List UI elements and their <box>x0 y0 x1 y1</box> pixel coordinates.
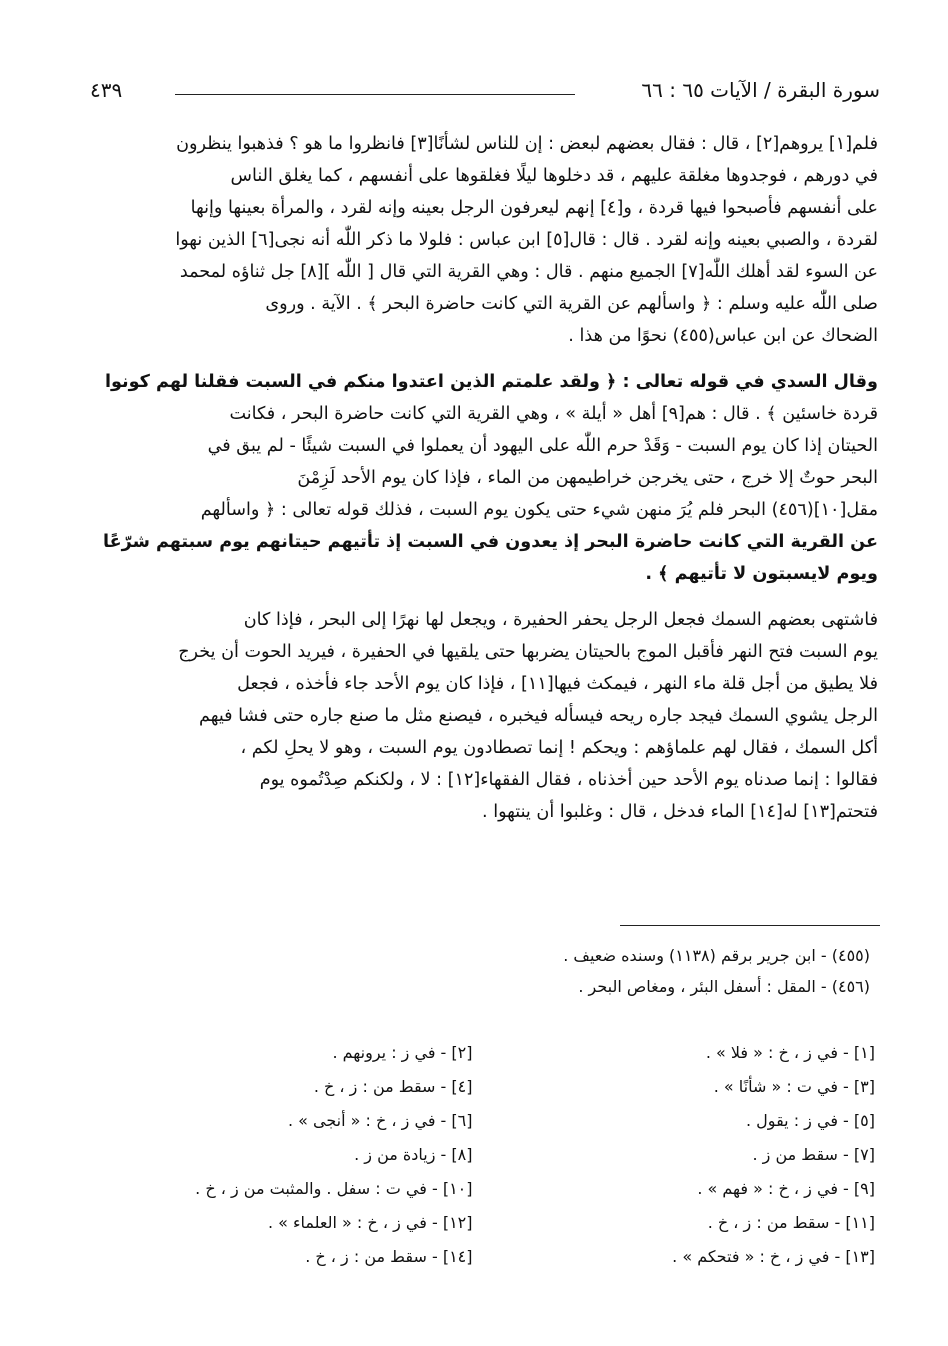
page-number: ٤٣٩ <box>90 78 123 102</box>
text-line: عن القرية التي كانت حاضرة البحر إذ يعدون في السبت إذ تأتيهم حيتانهم يوم سبتهم شرّعًا <box>103 532 878 552</box>
variant-note: [٧] - سقط من ز . <box>752 1145 875 1164</box>
variant-note: [٦] - في ز ، خ : « أنجى » . <box>287 1111 473 1130</box>
variant-note: [١٠] - في ت : سفل . والمثبت من ز ، خ . <box>195 1179 473 1198</box>
footnotes <box>100 940 870 1002</box>
text-line: الرجل يشوي السمك فيجد جاره ريحه فيسأله فيخبره ، فيصنع مثل ما صنع جاره حتى فشا فيهم <box>199 706 878 726</box>
variant-note: [١١] - سقط من : ز ، خ . <box>707 1213 875 1232</box>
variant-note: [٤] - سقط من : ز ، خ . <box>313 1077 473 1096</box>
variant-note: [١٣] - في ز ، خ : « فتحكم » . <box>672 1247 875 1266</box>
running-title: سورة البقرة / الآيات ٦٥ : ٦٦ <box>641 78 880 102</box>
text-line: فتحتم[١٣] له[١٤] الماء فدخل ، قال : وغلبوا أن ينتهوا . <box>482 802 878 822</box>
body-text <box>100 128 878 842</box>
text-line: عن السوء لقد أهلك اللّٰه[٧] الجميع منهم . قال : وهي القرية التي قال [ اللّٰه ][٨] جل ثناؤه لمحمد <box>179 262 878 282</box>
variant-note: [٩] - في ز ، خ : « فهم » . <box>697 1179 875 1198</box>
text-line: البحر حوتٌ إلا خرج ، حتى يخرجن خراطيمهن من الماء ، فإذا كان يوم الأحد لَزِمْنَ <box>297 468 878 488</box>
variant-note: [١٢] - في ز ، خ : « العلماء » . <box>267 1213 473 1232</box>
variant-note: [٨] - زيادة من ز . <box>354 1145 473 1164</box>
footnote: (٤٥٦) - المقل : أسفل البئر ، ومغاص البحر . <box>578 977 870 996</box>
text-line: فلم[١] يروهم[٢] ، قال : فقال بعضهم لبعض : إن للناس لشأنًا[٣] فانظروا ما هو ؟ فذهبوا ينظرون <box>176 134 878 154</box>
header-rule <box>175 94 575 95</box>
text-line: لقردة ، والصبي بعينه وإنه لقرد . قال : قال[٥] ابن عباس : فلولا ما ذكر اللّٰه أنه نجى[٦] الذين نهوا <box>175 230 878 250</box>
text-line: الضحاك عن ابن عباس(٤٥٥) نحوًا من هذا . <box>568 326 878 346</box>
text-line: في دورهم ، فوجدوها مغلقة عليهم ، قد دخلوها ليلًا فغلقوها على أنفسهم ، كما يغلق الناس <box>230 166 878 186</box>
variant-note: [١] - في ز ، خ : « فلا » . <box>705 1043 875 1062</box>
text-line: أكل السمك ، فقال لهم علماؤهم : ويحكم ! إنما تصطادون يوم السبت ، وهو لا يحلِ لكم ، <box>240 738 878 758</box>
paragraph-3 <box>100 604 878 828</box>
text-line: يوم السبت فتح النهر فأقبل الموج بالحيتان يضربها حتى يلقيها في الحفيرة ، فيريد الحوت أن يخرج <box>178 642 878 662</box>
paragraph-1 <box>100 128 878 352</box>
variant-note: [٥] - في ز : يقول . <box>746 1111 875 1130</box>
text-line: فلا يطيق من أجل قلة ماء النهر ، فيمكث فيها[١١] ، فإذا كان يوم الأحد جاء فأخذه ، فجعل <box>237 674 878 694</box>
variant-note: [٢] - في ز : يرونهم . <box>332 1043 473 1062</box>
variant-note: [٣] - في ت : « شأنًا » . <box>713 1077 875 1096</box>
footnote: (٤٥٥) - ابن جرير برقم (١١٣٨) وسنده ضعيف . <box>563 946 870 965</box>
text-line: الحيتان إذا كان يوم السبت - وَقَدْ حرم اللّٰه على اليهود أن يعملوا في السبت شيئًا - لم يبق في <box>207 436 878 456</box>
text-line: فقالوا : إنما صدناه يوم الأحد حين أخذناه ، فقال الفقهاء[١٢] : لا ، ولكنكم صِدْتُموه يوم <box>259 770 878 790</box>
text-line: وقال السدي في قوله تعالى : ﴿ ولقد علمتم الذين اعتدوا منكم في السبت فقلنا لهم كونوا <box>104 372 878 392</box>
paragraph-2 <box>100 366 878 590</box>
text-line: صلى اللّٰه عليه وسلم : ﴿ واسألهم عن القرية التي كانت حاضرة البحر ﴾ . الآية . وروى <box>265 294 878 314</box>
text-line: على أنفسهم فأصبحوا فيها قردة ، و[٤] إنهم ليعرفون الرجل بعينه وإنه لقرد ، والمرأة بعينها وإنها <box>190 198 878 218</box>
text-line: قردة خاسئين ﴾ . قال : هم[٩] أهل « أيلة » ، وهي القرية التي كانت حاضرة البحر ، فكانت <box>229 404 878 424</box>
footnote-separator <box>620 925 880 926</box>
variant-notes <box>90 1036 875 1274</box>
text-line: ويوم لايسبتون لا تأتيهم ﴾ . <box>645 564 878 584</box>
page-header <box>90 70 880 110</box>
text-line: مقل[١٠](٤٥٦) البحر فلم يُرَ منهن شيء حتى يكون يوم السبت ، فذلك قوله تعالى : ﴿ واسألهم <box>200 500 878 520</box>
text-line: فاشتهى بعضهم السمك فجعل الرجل يحفر الحفيرة ، ويجعل لها نهرًا إلى البحر ، فإذا كان <box>243 610 878 630</box>
variant-note: [١٤] - سقط من : ز ، خ . <box>305 1247 473 1266</box>
